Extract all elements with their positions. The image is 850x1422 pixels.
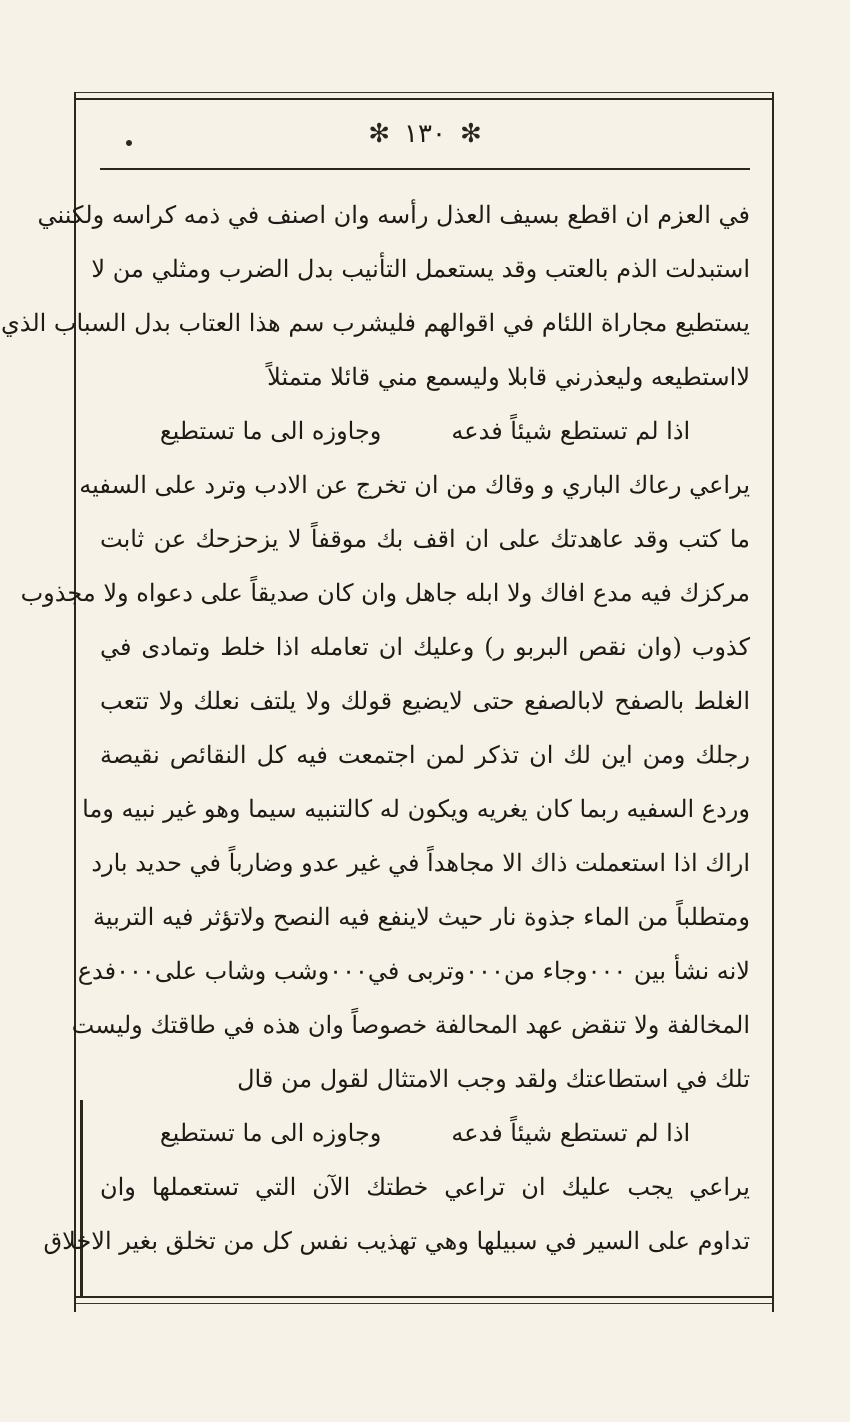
text-line: كذوب (وان نقص البربو ر) وعليك ان تعامله اذا خلط وتمادى في (100, 633, 750, 661)
header-dot (126, 140, 132, 146)
text-line: في العزم ان اقطع بسيف العذل رأسه وان اصنف في ذمه كراسه ولكنني (37, 201, 750, 229)
verse-hemistich-first: اذا لم تستطع شيئاً فدعه (451, 417, 691, 445)
ornament-left-icon: ✻ (368, 119, 391, 149)
text-line: تلك في استطاعتك ولقد وجب الامتثال لقول من قال (237, 1065, 750, 1093)
ornament-right-icon: ✻ (459, 119, 482, 149)
text-line: ما كتب وقد عاهدتك على ان اقف بك موقفاً لا يزحزحك عن ثابت (100, 525, 750, 553)
top-rule-thick (76, 98, 772, 100)
page-header (100, 112, 750, 156)
verse-hemistich-first: اذا لم تستطع شيئاً فدعه (451, 1119, 691, 1147)
text-line: ومتطلباً من الماء جذوة نار حيث لاينفع فيه النصح ولاتؤثر فيه التربية (93, 903, 750, 931)
text-line: يراعي رعاك الباري و وقاك من ان تخرج عن الادب وترد على السفيه (79, 471, 750, 499)
verse-line (100, 404, 750, 458)
verse-hemistich-second: وجاوزه الى ما تستطيع (159, 1119, 382, 1147)
bottom-rule-thick (76, 1296, 772, 1298)
text-line: لااستطيعه وليعذرني قابلا وليسمع مني قائلا متمثلاً (267, 363, 750, 391)
page-number: ١٣٠ (404, 119, 446, 149)
page-body (0, 188, 750, 1268)
bottom-rule-thin (76, 1303, 772, 1304)
text-line: لانه نشأ بين ٠٠٠وجاء من٠٠٠وتربى في٠٠٠وشب وشاب على٠٠٠فدع (77, 957, 750, 985)
text-line: يستطيع مجاراة اللئام في اقوالهم فليشرب سم هذا العتاب بدل السباب الذي (0, 309, 750, 337)
text-line: الغلط بالصفح لابالصفع حتى لايضيع قولك ولا يلتف نعلك ولا تتعب (100, 687, 750, 715)
text-line: استبدلت الذم بالعتب وقد يستعمل التأنيب بدل الضرب ومثلي من لا (91, 255, 750, 283)
top-rule-thin (76, 92, 772, 93)
text-line: يراعي يجب عليك ان تراعي خطتك الآن التي تستعملها وان (100, 1173, 750, 1201)
header-rule (100, 168, 750, 170)
text-line: وردع السفيه ربما كان يغريه ويكون له كالتنبيه سيما وهو غير نبيه وما (82, 795, 750, 823)
text-line: تداوم على السير في سبيلها وهي تهذيب نفس كل من تخلق بغير الاخلاق (43, 1227, 750, 1255)
text-line: اراك اذا استعملت ذاك الا مجاهداً في غير عدو وضارباً في حديد بارد (91, 849, 750, 877)
verse-line (100, 1106, 750, 1160)
text-line: مركزك فيه مدع افاك ولا ابله جاهل وان كان صديقاً على دعواه ولا مجذوب (20, 579, 750, 607)
text-line: رجلك ومن اين لك ان تذكر لمن اجتمعت فيه كل النقائص نقيصة (100, 741, 750, 769)
verse-hemistich-second: وجاوزه الى ما تستطيع (159, 417, 382, 445)
text-line: المخالفة ولا تنقض عهد المحالفة خصوصاً وان هذه في طاقتك وليست (71, 1011, 750, 1039)
